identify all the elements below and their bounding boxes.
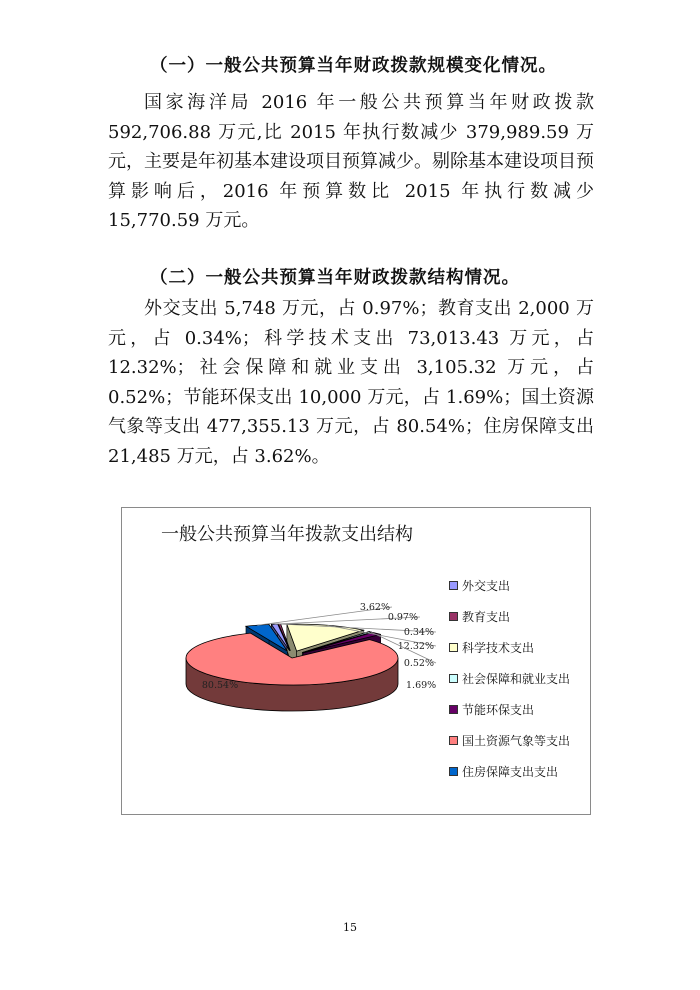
legend-item: [449, 601, 570, 632]
legend-item: [449, 694, 570, 725]
pie-chart: [121, 507, 591, 815]
legend-item: [449, 725, 570, 756]
legend-swatch: [449, 705, 458, 714]
section1-heading: （一）一般公共预算当年财政拨款规模变化情况。: [150, 56, 557, 76]
legend-item: [449, 570, 570, 601]
legend-label: 国土资源气象等支出: [462, 734, 571, 748]
section1-paragraph: 国家海洋局 2016 年一般公共预算当年财政拨款 592,706.88 万元,比 2015 年执行数减少 379,989.59 万元，主要是年初基本建设项目预算减少。剔除基本建设项目预算影响后，2016 年预算数比 2015 年执行数减少 15,770.59 万元。: [108, 92, 594, 231]
section2-paragraph: 外交支出 5,748 万元，占 0.97%；教育支出 2,000 万元，占 0.34%；科学技术支出 73,013.43 万元，占 12.32%；社会保障和就业支出 3,105.32 万元，占 0.52%；节能环保支出 10,000 万元，占 1.69%；国土资源气象等支出 477,355.13 万元，占 80.54%；住房保障支出 21,485 万元，占 3.62%。: [108, 298, 594, 467]
legend-swatch: [449, 674, 458, 683]
slice-data-label: 12.32%: [397, 641, 434, 652]
legend-swatch: [449, 612, 458, 621]
slice-data-label: 0.97%: [387, 612, 418, 623]
legend-swatch: [449, 581, 458, 590]
legend-label: 科学技术支出: [462, 641, 535, 655]
slice-data-label: 1.69%: [406, 680, 437, 691]
legend-item: [449, 756, 570, 787]
legend-label: 社会保障和就业支出: [462, 672, 571, 686]
slice-data-label: 80.54%: [201, 680, 239, 691]
slice-data-label: 3.62%: [359, 602, 390, 613]
legend-swatch: [449, 736, 458, 745]
legend-item: [449, 632, 570, 663]
legend-label: 教育支出: [462, 610, 511, 624]
pie-chart-plot: [122, 508, 452, 814]
chart-legend: [449, 570, 570, 787]
legend-label: 住房保障支出支出: [462, 765, 559, 779]
legend-label: 节能环保支出: [462, 703, 535, 717]
legend-swatch: [449, 767, 458, 776]
slice-data-label: 0.34%: [403, 627, 434, 638]
legend-label: 外交支出: [462, 579, 511, 593]
legend-swatch: [449, 643, 458, 652]
slice-data-label: 0.52%: [403, 658, 434, 669]
page-number: 15: [343, 921, 357, 934]
chart-title: 一般公共预算当年拨款支出结构: [161, 524, 413, 545]
section2-heading: （二）一般公共预算当年财政拨款结构情况。: [150, 268, 520, 288]
legend-item: [449, 663, 570, 694]
